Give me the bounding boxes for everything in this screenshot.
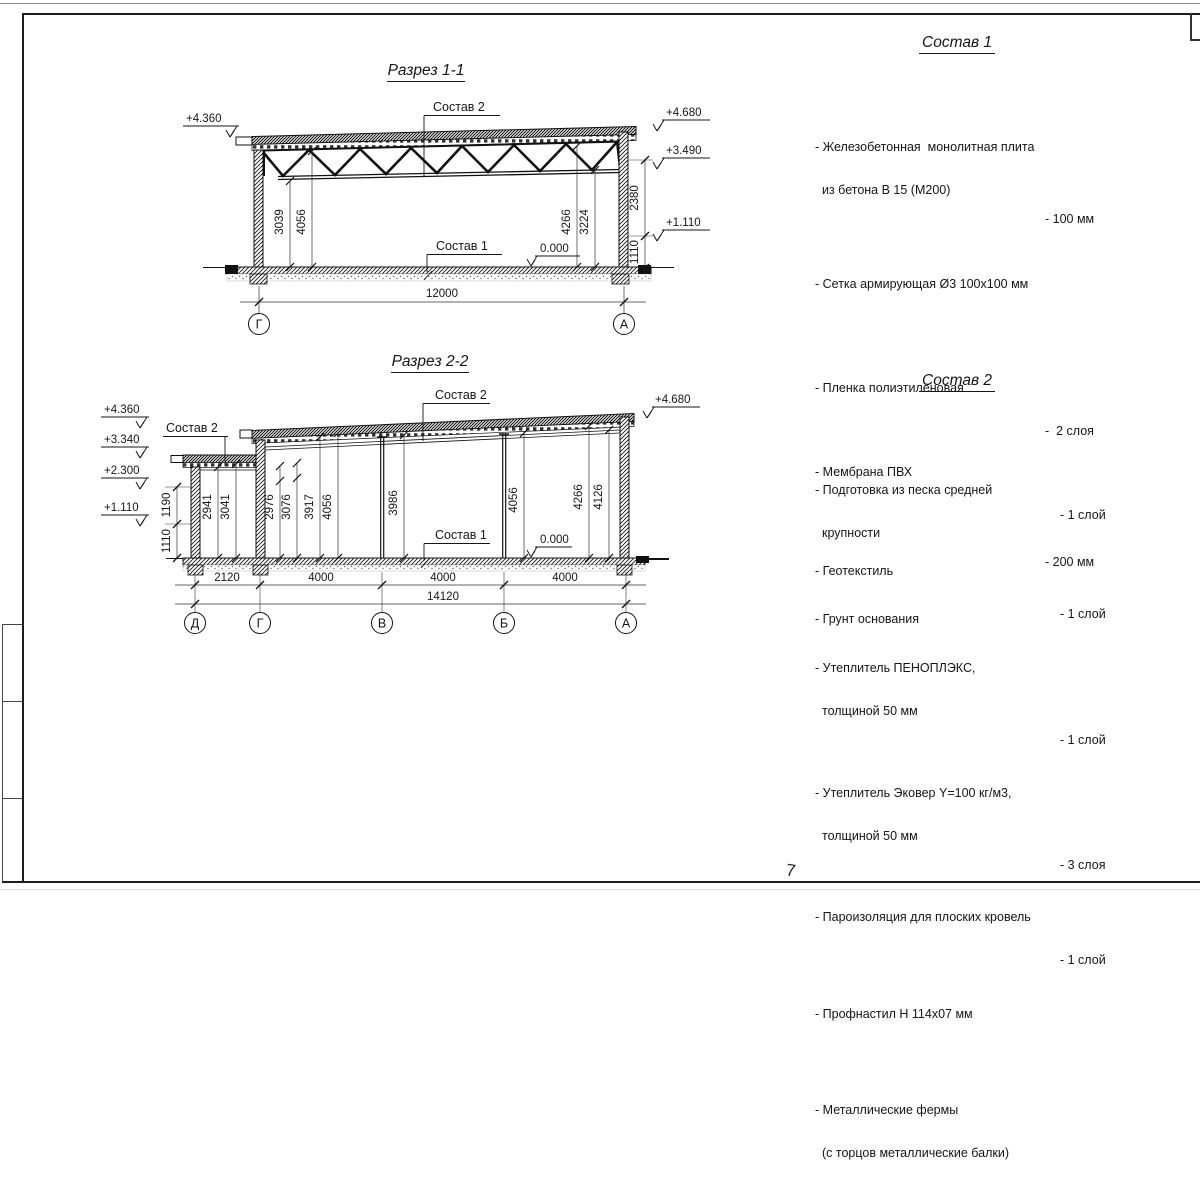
svg-text:+4.680: +4.680 xyxy=(655,394,691,406)
list-item xyxy=(815,881,1112,968)
svg-text:4000: 4000 xyxy=(308,572,334,584)
svg-text:4056: 4056 xyxy=(322,494,334,520)
svg-text:Состав 2: Состав 2 xyxy=(166,421,218,435)
svg-text:2941: 2941 xyxy=(202,494,214,520)
item-value: - 1 слой xyxy=(1060,953,1106,968)
svg-text:Г: Г xyxy=(256,616,264,631)
item-text: - Металлические фермы xyxy=(815,1102,959,1117)
frame-corner-box-h xyxy=(1190,39,1200,41)
svg-text:Г: Г xyxy=(255,317,263,332)
svg-text:0.000: 0.000 xyxy=(540,243,569,255)
svg-text:4000: 4000 xyxy=(552,572,578,584)
section1-floor xyxy=(203,265,674,284)
section2-leader-labels xyxy=(163,388,572,568)
svg-text:3076: 3076 xyxy=(281,494,293,520)
svg-text:Д: Д xyxy=(190,616,200,631)
stamp-divider-3 xyxy=(2,798,23,799)
item-value: - 1 слой xyxy=(1060,607,1106,622)
svg-text:3224: 3224 xyxy=(579,209,591,235)
stamp-divider-1 xyxy=(2,624,23,625)
composition-1-title: Состав 1 xyxy=(802,34,1112,52)
svg-text:1110: 1110 xyxy=(161,529,173,553)
section2-title: Разрез 2-2 xyxy=(391,353,469,370)
item-value: - 100 мм xyxy=(1045,212,1095,227)
item-value: - 2 слоя xyxy=(1045,424,1094,439)
svg-text:4000: 4000 xyxy=(430,572,456,584)
svg-text:4266: 4266 xyxy=(573,484,585,510)
item-text: - Подготовка из песка средней xyxy=(815,482,993,497)
list-item xyxy=(815,978,1112,1065)
item-text: - Пленка полиэтиленовая xyxy=(815,380,964,395)
svg-text:Состав 1: Состав 1 xyxy=(436,239,488,253)
section1-bottom-dim xyxy=(240,286,646,335)
svg-text:+4.360: +4.360 xyxy=(186,113,222,125)
svg-text:0.000: 0.000 xyxy=(540,534,569,546)
section2-high-roof xyxy=(240,414,634,451)
list-item xyxy=(815,436,1112,523)
section2-floor xyxy=(166,556,669,575)
composition-2-list xyxy=(802,372,1112,1190)
svg-text:4056: 4056 xyxy=(508,487,520,513)
item-text: - Грунт основания xyxy=(815,611,920,626)
svg-text:Состав 2: Состав 2 xyxy=(435,388,487,402)
section2-bottom-dims xyxy=(175,572,646,634)
list-item xyxy=(815,757,1112,873)
section-2-2-drawing xyxy=(80,350,740,650)
item-text: крупности xyxy=(822,526,881,541)
svg-text:12000: 12000 xyxy=(426,288,458,300)
svg-text:4056: 4056 xyxy=(296,209,308,235)
item-text: - Мембрана ПВХ xyxy=(815,464,913,479)
section1-right-dim-chain xyxy=(629,156,653,272)
item-text: из бетона В 15 (М200) xyxy=(822,183,951,198)
svg-text:+3.490: +3.490 xyxy=(666,145,702,157)
section2-elevation-right xyxy=(643,394,700,418)
item-value: - 3 слоя xyxy=(1060,858,1106,873)
svg-text:4126: 4126 xyxy=(593,484,605,510)
svg-text:3041: 3041 xyxy=(220,494,232,520)
item-text: - Утеплитель Эковер Y=100 кг/м3, xyxy=(815,785,1012,800)
svg-text:А: А xyxy=(619,317,629,332)
svg-text:2120: 2120 xyxy=(214,572,240,584)
composition-2-title: Состав 2 xyxy=(802,372,1112,390)
item-text: толщиной 50 мм xyxy=(822,704,918,719)
svg-text:1110: 1110 xyxy=(629,240,641,264)
list-item xyxy=(815,1074,1112,1190)
section1-right-wall xyxy=(619,132,628,267)
section1-leader-labels xyxy=(424,100,580,280)
section1-left-wall xyxy=(254,150,263,267)
item-value: - 1 слой xyxy=(1060,508,1106,523)
svg-text:1190: 1190 xyxy=(161,492,173,518)
item-text: - Геотекстиль xyxy=(815,563,894,578)
svg-text:3039: 3039 xyxy=(274,209,286,235)
svg-text:+3.340: +3.340 xyxy=(104,434,140,446)
stamp-left-line xyxy=(2,624,3,882)
item-value: - 200 мм xyxy=(1045,555,1095,570)
svg-text:4266: 4266 xyxy=(561,209,573,235)
item-text: - Сетка армирующая Ø3 100x100 мм xyxy=(815,276,1029,291)
stamp-divider-2 xyxy=(2,701,23,702)
frame-corner-box-v xyxy=(1190,13,1192,40)
item-text: - Пароизоляция для плоских кровель xyxy=(815,909,1031,924)
section1-elevations-right xyxy=(653,107,710,241)
svg-text:14120: 14120 xyxy=(427,591,459,603)
frame-top-line xyxy=(22,13,1200,15)
section2-elevations-left xyxy=(101,404,149,526)
section1-title: Разрез 1-1 xyxy=(387,62,465,79)
item-text: толщиной 50 мм xyxy=(822,829,918,844)
svg-text:3917: 3917 xyxy=(304,494,316,520)
section1-elevation-left xyxy=(183,113,239,137)
list-item xyxy=(815,111,1112,227)
svg-text:3986: 3986 xyxy=(388,490,400,516)
svg-text:Состав 2: Состав 2 xyxy=(433,100,485,114)
svg-text:2380: 2380 xyxy=(629,185,641,211)
svg-text:2976: 2976 xyxy=(264,494,276,520)
svg-text:+4.360: +4.360 xyxy=(104,404,140,416)
list-item xyxy=(815,535,1112,622)
list-item xyxy=(815,248,1112,335)
svg-text:А: А xyxy=(621,616,631,631)
svg-text:В: В xyxy=(377,616,387,631)
item-text: (с торцов металлические балки) xyxy=(822,1146,1010,1161)
svg-text:Б: Б xyxy=(499,616,509,631)
sheet-top-edge-line xyxy=(0,3,1200,4)
item-value: - 1 слой xyxy=(1060,733,1106,748)
svg-text:+1.110: +1.110 xyxy=(104,502,139,514)
svg-text:Состав 1: Состав 1 xyxy=(435,528,487,542)
list-item xyxy=(815,632,1112,748)
item-text: - Профнастил Н 114х07 мм xyxy=(815,1006,973,1021)
section-1-1-drawing xyxy=(80,40,740,340)
svg-text:+2.300: +2.300 xyxy=(104,465,140,477)
section2-left-dim-chain xyxy=(161,483,192,562)
frame-left-line xyxy=(22,13,24,883)
item-text: - Железобетонная монолитная плита xyxy=(815,139,1035,154)
svg-text:+4.680: +4.680 xyxy=(666,107,702,119)
svg-text:+1.110: +1.110 xyxy=(666,217,701,229)
page-number-mark: 7 xyxy=(784,860,797,881)
item-text: - Утеплитель ПЕНОПЛЭКС, xyxy=(815,660,976,675)
